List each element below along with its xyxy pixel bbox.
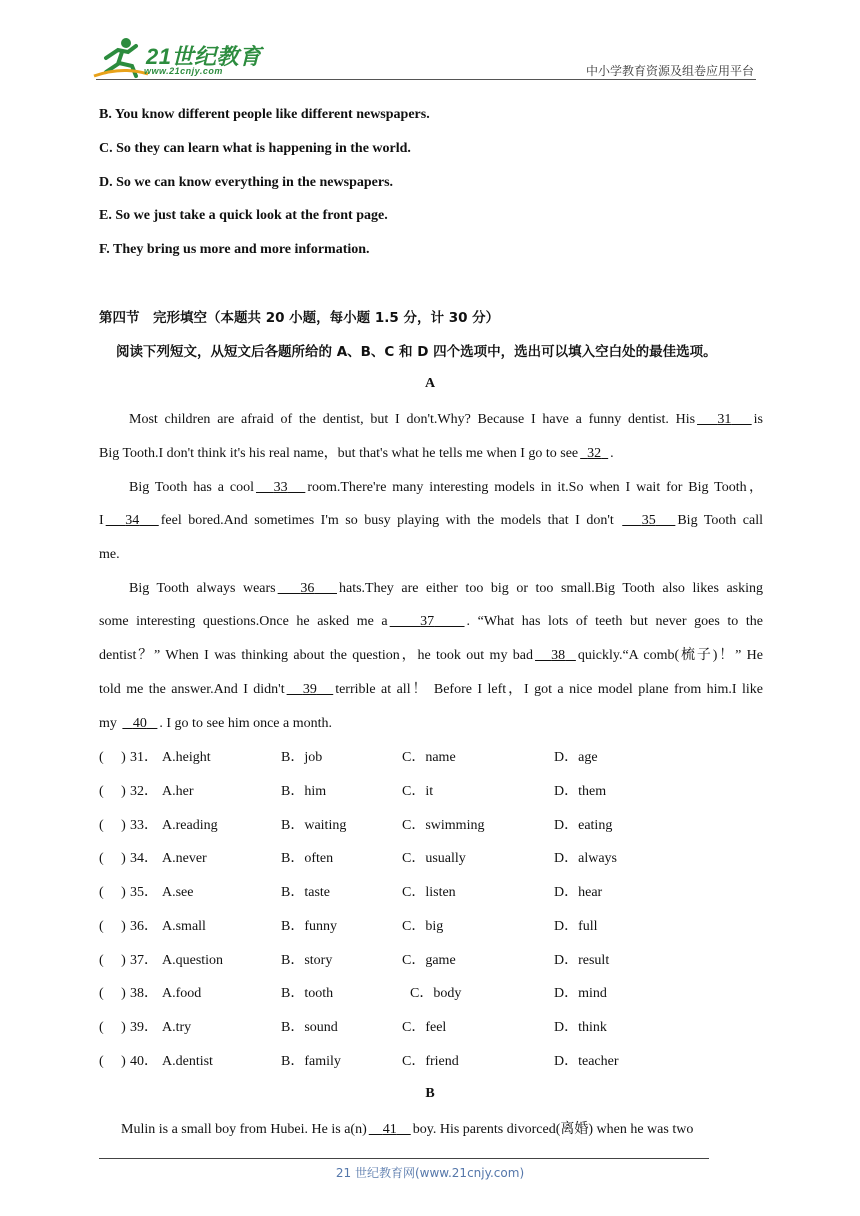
choice-a: A.small	[162, 919, 206, 934]
option-d-line: D. So we can know everything in the newspapers.	[99, 175, 394, 190]
text-span: is	[753, 412, 764, 427]
text-span: . “What has lots of teeth but never goes to the	[466, 614, 764, 629]
question-number: 39．	[130, 1020, 158, 1035]
text-span: boy. His parents divorced(离婚) when he was two	[412, 1122, 694, 1137]
choice-d: D．age	[554, 750, 598, 765]
choice-c: C．game	[402, 953, 456, 968]
choice-c: C．it	[402, 784, 434, 799]
text-span: my	[99, 716, 121, 731]
passage-a-line	[99, 444, 763, 464]
answer-bracket[interactable]: ( )	[99, 851, 126, 866]
passage-a-line	[99, 579, 763, 599]
text-span: dentist？” When I was thinking about the question，he took out my bad	[99, 648, 534, 663]
choice-a: A.never	[162, 851, 207, 866]
text-span: Big Tooth call	[677, 513, 764, 528]
blank-35	[620, 513, 677, 528]
question-number: 38．	[130, 986, 158, 1001]
choice-b: B．tooth	[281, 986, 334, 1001]
choice-c: C．swimming	[402, 818, 485, 833]
section-instruction: 阅读下列短文，从短文后各题所给的 A、B、C 和 D 四个选项中，选出可以填入空白处的最佳选项。	[116, 344, 717, 360]
text-span: told me the answer.And I didn't	[99, 682, 285, 697]
answer-bracket[interactable]: ( )	[99, 750, 126, 765]
footer-divider	[99, 1158, 709, 1159]
text-span: quickly.“A comb(梳子)！” He	[577, 648, 764, 663]
blank-38	[533, 648, 578, 663]
blank-37	[388, 614, 467, 629]
choice-b: B．waiting	[281, 818, 347, 833]
choice-d: D．mind	[554, 986, 607, 1001]
answer-bracket[interactable]: ( )	[99, 1054, 126, 1069]
question-number: 37．	[130, 953, 158, 968]
text-span: hats.They are either too big or too small.Big Tooth also likes asking	[338, 581, 764, 596]
answer-bracket[interactable]: ( )	[99, 885, 126, 900]
choice-b: B．often	[281, 851, 334, 866]
choice-c: C．feel	[402, 1020, 447, 1035]
passage-b-line	[121, 1120, 761, 1140]
choice-d: D．teacher	[554, 1054, 619, 1069]
choice-b: B．story	[281, 953, 333, 968]
passage-a-line	[99, 646, 763, 666]
text-span: Big Tooth.I don't think it's his real name，but that's what he tells me when I go to see	[99, 446, 579, 461]
text-span: room.There're many interesting models in it.So when I wait for Big Tooth，	[307, 480, 764, 495]
choice-c: C．big	[402, 919, 444, 934]
passage-a-line	[99, 545, 763, 565]
section-title: 第四节 完形填空（本题共 20 小题，每小题 1.5 分，计 30 分）	[99, 310, 500, 326]
choice-b: B．job	[281, 750, 323, 765]
choice-d: D．always	[554, 851, 617, 866]
blank-number: 39	[302, 682, 317, 697]
header-platform-text: 中小学教育资源及组卷应用平台	[585, 64, 754, 78]
choice-d: D．eating	[554, 818, 613, 833]
choice-d: D．result	[554, 953, 610, 968]
choice-b: B．taste	[281, 885, 330, 900]
text-span: me.	[99, 547, 120, 562]
blank-number: 32	[587, 446, 602, 461]
passage-b-label: B	[425, 1086, 435, 1101]
answer-bracket[interactable]: ( )	[99, 818, 126, 833]
blank-36	[276, 581, 339, 596]
option-e-line: E. So we just take a quick look at the front page.	[99, 208, 388, 223]
choice-d: D．think	[554, 1020, 607, 1035]
text-span: feel bored.And sometimes I'm so busy playing with the models that I don't	[160, 513, 621, 528]
passage-a-line	[99, 410, 763, 430]
blank-number: 33	[273, 480, 288, 495]
answer-bracket[interactable]: ( )	[99, 1020, 126, 1035]
answer-bracket[interactable]: ( )	[99, 784, 126, 799]
choice-d: D．hear	[554, 885, 603, 900]
blank-41	[367, 1122, 413, 1137]
blank-31	[695, 412, 754, 427]
choice-c: C．listen	[402, 885, 456, 900]
text-span: some interesting questions.Once he asked me a	[99, 614, 388, 629]
option-c-line: C. So they can learn what is happening in the world.	[99, 141, 411, 156]
choice-a: A.food	[162, 986, 202, 1001]
blank-32	[578, 446, 610, 461]
choice-d: D．them	[554, 784, 607, 799]
question-number: 34．	[130, 851, 158, 866]
choice-d: D．full	[554, 919, 598, 934]
text-span: Big Tooth always wears	[129, 581, 276, 596]
answer-bracket[interactable]: ( )	[99, 986, 126, 1001]
text-span: I	[99, 513, 104, 528]
passage-a-line	[99, 680, 763, 700]
blank-number: 38	[551, 648, 566, 663]
footer-text[interactable]: 21 世纪教育网(www.21cnjy.com)	[335, 1166, 525, 1180]
choice-a: A.see	[162, 885, 194, 900]
choice-a: A.height	[162, 750, 211, 765]
question-number: 36．	[130, 919, 158, 934]
choice-b: B．him	[281, 784, 327, 799]
blank-39	[285, 682, 336, 697]
question-number: 32．	[130, 784, 158, 799]
header-divider	[96, 79, 756, 80]
passage-a-line	[99, 478, 763, 498]
choice-a: A.dentist	[162, 1054, 213, 1069]
blank-number: 35	[641, 513, 656, 528]
passage-a-line	[99, 612, 763, 632]
page-header	[0, 0, 860, 90]
choice-b: B．sound	[281, 1020, 338, 1035]
text-span: Big Tooth has a cool	[129, 480, 254, 495]
blank-33	[254, 480, 307, 495]
blank-34	[104, 513, 161, 528]
choice-a: A.question	[162, 953, 224, 968]
text-span: .	[610, 446, 614, 461]
choice-c: C．body	[410, 986, 462, 1001]
text-span: . I go to see him once a month.	[159, 716, 333, 731]
passage-a-line	[99, 511, 763, 531]
choice-a: A.her	[162, 784, 194, 799]
option-b-line: B. You know different people like different newspapers.	[99, 107, 430, 122]
blank-40	[120, 716, 159, 731]
choice-b: B．funny	[281, 919, 337, 934]
text-span: Most children are afraid of the dentist, but I don't.Why? Because I have a funny dentist. His	[129, 412, 696, 427]
passage-a-label: A	[424, 376, 436, 391]
choice-a: A.try	[162, 1020, 192, 1035]
answer-bracket[interactable]: ( )	[99, 953, 126, 968]
passage-a-line	[99, 714, 763, 734]
blank-number: 31	[717, 412, 732, 427]
blank-number: 34	[125, 513, 140, 528]
question-number: 33．	[130, 818, 158, 833]
answer-bracket[interactable]: ( )	[99, 919, 126, 934]
option-f-line: F. They bring us more and more information.	[99, 242, 370, 257]
question-number: 40．	[130, 1054, 158, 1069]
blank-number: 36	[300, 581, 315, 596]
choice-a: A.reading	[162, 818, 218, 833]
question-number: 31．	[130, 750, 158, 765]
choice-c: C．name	[402, 750, 456, 765]
blank-number: 41	[382, 1122, 397, 1137]
blank-number: 40	[132, 716, 147, 731]
blank-number: 37	[420, 614, 435, 629]
question-number: 35．	[130, 885, 158, 900]
choice-c: C．usually	[402, 851, 466, 866]
logo-text: 21世纪教育	[146, 44, 262, 69]
text-span: terrible at all！ Before I left，I got a nice model plane from him.I like	[335, 682, 764, 697]
text-span: Mulin is a small boy from Hubei. He is a(n)	[121, 1122, 367, 1137]
choice-c: C．friend	[402, 1054, 459, 1069]
logo-url: www.21cnjy.com	[144, 66, 223, 76]
choice-b: B．family	[281, 1054, 341, 1069]
